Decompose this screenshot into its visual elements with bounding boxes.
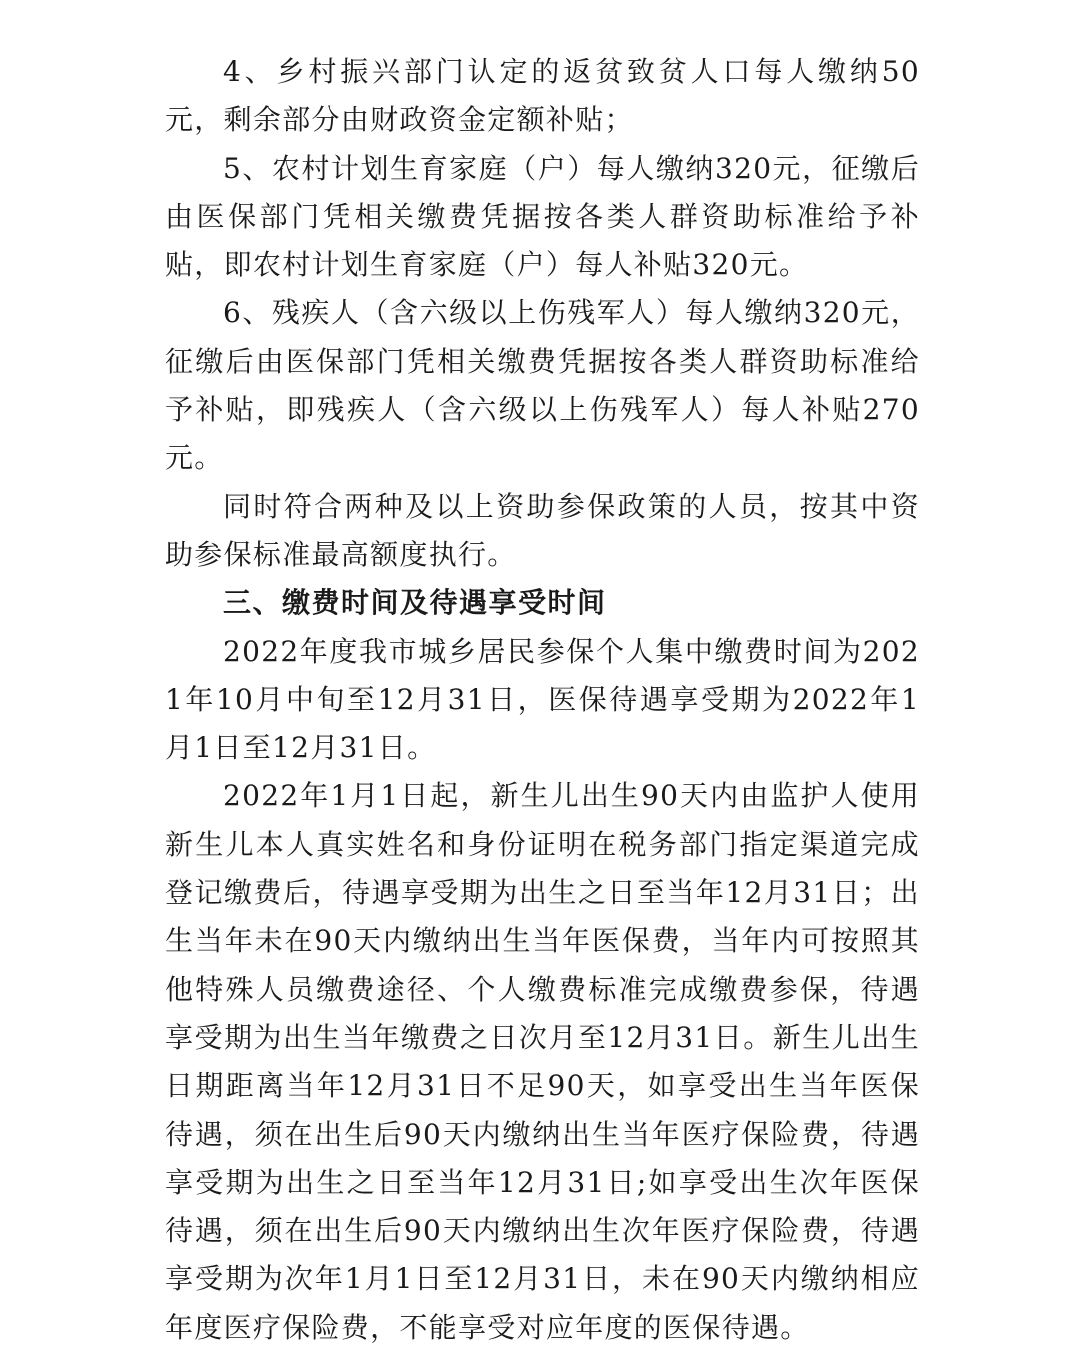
paragraph-item-4: 4、乡村振兴部门认定的返贫致贫人口每人缴纳50元，剩余部分由财政资金定额补贴； bbox=[165, 55, 920, 137]
paragraph-payment-period: 2022年度我市城乡居民参保个人集中缴费时间为2021年10月中旬至12月31日，医保待遇享受期为2022年1月1日至12月31日。 bbox=[165, 634, 920, 765]
section-heading-3: 三、缴费时间及待遇享受时间 bbox=[223, 586, 607, 620]
document-body bbox=[165, 48, 920, 1352]
paragraph-newborn-policy: 2022年1月1日起，新生儿出生90天内由监护人使用新生儿本人真实姓名和身份证明在税务部门指定渠道完成登记缴费后，待遇享受期为出生之日至当年12月31日；出生当年未在90天内缴纳出生当年医保费，当年内可按照其他特殊人员缴费途径、个人缴费标准完成缴费参保，待遇享受期为出生当年缴费之日次月至12月31日。新生儿出生日期距离当年12月31日不足90天，如享受出生当年医保待遇，须在出生后90天内缴纳出生当年医疗保险费，待遇享受期为出生之日至当年12月31日;如享受出生次年医保待遇，须在出生后90天内缴纳出生次年医疗保险费，待遇享受期为次年1月1日至12月31日，未在90天内缴纳相应年度医疗保险费，不能享受对应年度的医保待遇。 bbox=[165, 779, 920, 1344]
paragraph-item-6: 6、残疾人（含六级以上伤残军人）每人缴纳320元，征缴后由医保部门凭相关缴费凭据按各类人群资助标准给予补贴，即残疾人（含六级以上伤残军人）每人补贴270元。 bbox=[165, 296, 920, 475]
paragraph-combined-policy: 同时符合两种及以上资助参保政策的人员，按其中资助参保标准最高额度执行。 bbox=[165, 489, 920, 571]
paragraph-item-5: 5、农村计划生育家庭（户）每人缴纳320元，征缴后由医保部门凭相关缴费凭据按各类人群资助标准给予补贴，即农村计划生育家庭（户）每人补贴320元。 bbox=[165, 151, 920, 282]
